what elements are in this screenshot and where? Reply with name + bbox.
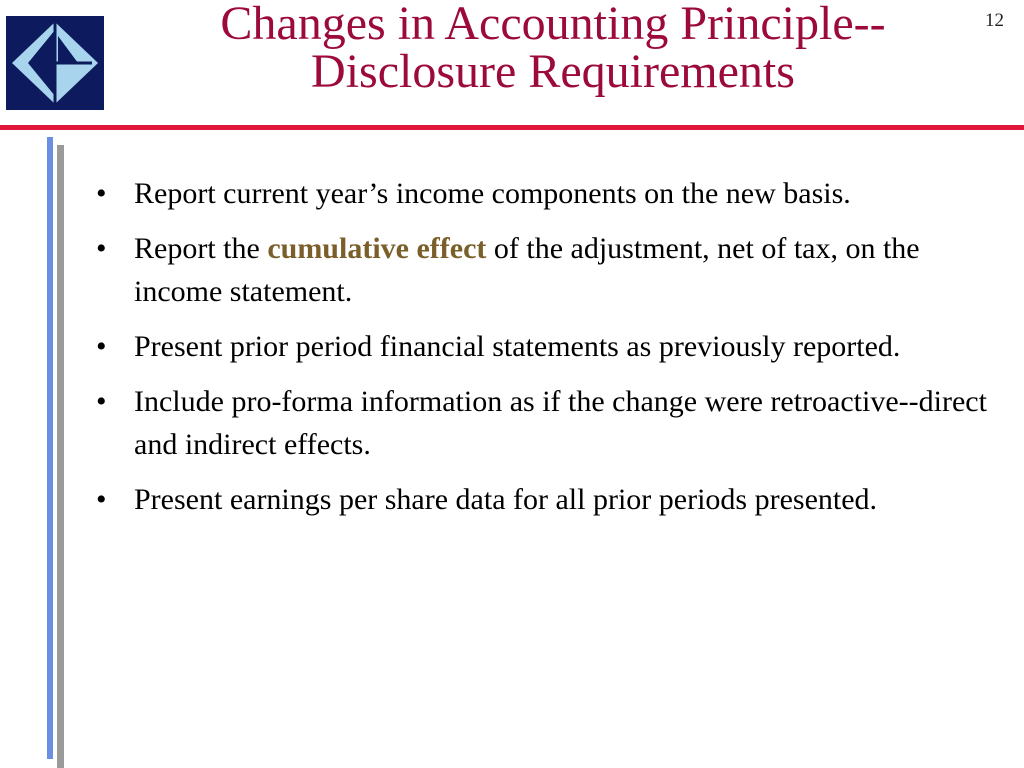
bullet-item bbox=[96, 227, 996, 313]
title-divider bbox=[0, 125, 1024, 130]
bullet-text-before: Report the bbox=[134, 232, 268, 265]
slide-number: 12 bbox=[985, 10, 1004, 31]
bullet-dot-icon: • bbox=[96, 232, 107, 265]
diamond-logo-icon bbox=[6, 16, 104, 110]
bullet-dot-icon: • bbox=[96, 385, 107, 418]
publisher-logo bbox=[6, 16, 104, 110]
bullet-dot-icon: • bbox=[96, 330, 107, 363]
bullet-text: Present prior period financial statements as previously reported. bbox=[134, 330, 901, 363]
slide-title-line-2: Disclosure Requirements bbox=[311, 45, 795, 98]
bullet-item bbox=[96, 478, 996, 521]
slide-title bbox=[118, 0, 988, 96]
bullet-text-after: of the adjustment, net of tax, on the income statement. bbox=[134, 232, 920, 308]
bullet-text: Report current year’s income components on the new basis. bbox=[134, 177, 851, 210]
bullet-dot-icon: • bbox=[96, 483, 107, 516]
bullet-item bbox=[96, 172, 996, 215]
bullet-dot-icon: • bbox=[96, 177, 107, 210]
bullet-text: Include pro-forma information as if the change were retroactive--direct and indirect effects. bbox=[134, 385, 987, 461]
slide-title-line-1: Changes in Accounting Principle-- bbox=[220, 0, 886, 50]
bullet-list bbox=[96, 172, 996, 533]
bullet-emphasis: cumulative effect bbox=[267, 232, 487, 265]
left-accent-bar-blue bbox=[47, 137, 53, 759]
bullet-text: Present earnings per share data for all prior periods presented. bbox=[134, 483, 878, 516]
bullet-item bbox=[96, 325, 996, 368]
left-accent-bar-gray bbox=[57, 145, 64, 768]
bullet-item bbox=[96, 380, 996, 466]
